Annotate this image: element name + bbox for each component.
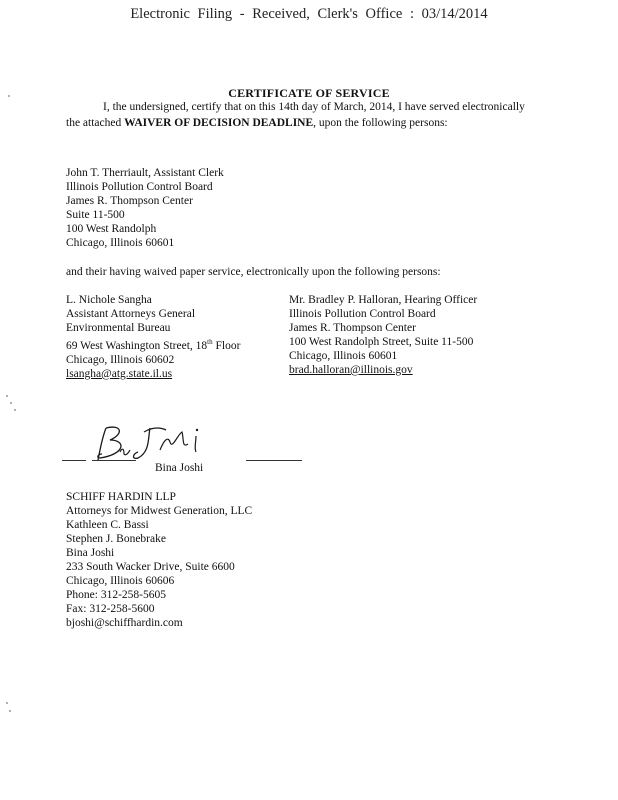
clerk-line: James R. Thompson Center (66, 195, 193, 207)
signature-line (92, 460, 136, 461)
clerk-line: Illinois Pollution Control Board (66, 181, 213, 193)
street-text: 69 West Washington Street, 18 (66, 339, 208, 352)
firm-line: Chicago, Illinois 60606 (66, 575, 175, 587)
recipient-title: Assistant Attorneys General (66, 308, 196, 320)
firm-signature-block (66, 490, 252, 630)
waived-service-text: and their having waived paper service, electronically upon the following persons: (66, 266, 441, 278)
signature-line (62, 460, 86, 461)
street-floor: Floor (212, 339, 241, 352)
signature-line (246, 460, 302, 461)
firm-line: 233 South Wacker Drive, Suite 6600 (66, 561, 235, 573)
recipient-street (66, 335, 240, 353)
scan-artifact (6, 702, 8, 704)
intro-text: I, the undersigned, certify that on this 14th day of March, 2014, I have served electronically the attached (66, 101, 525, 129)
firm-line: Phone: 312-258-5605 (66, 589, 166, 601)
street-ordinal: th (207, 338, 213, 346)
scan-artifact (6, 395, 8, 397)
recipient-street: 100 West Randolph Street, Suite 11-500 (289, 336, 474, 348)
firm-line: Attorneys for Midwest Generation, LLC (66, 505, 253, 517)
clerk-line: John T. Therriault, Assistant Clerk (66, 167, 224, 179)
clerk-line: Chicago, Illinois 60601 (66, 237, 175, 249)
signer-name: Bina Joshi (155, 462, 204, 474)
clerk-line: Suite 11-500 (66, 209, 125, 221)
recipient-city: Chicago, Illinois 60601 (289, 350, 398, 362)
recipient-email-link[interactable]: brad.halloran@illinois.gov (289, 364, 413, 376)
certificate-title: CERTIFICATE OF SERVICE (228, 86, 390, 100)
recipient-org: Illinois Pollution Control Board (289, 308, 436, 320)
firm-email: bjoshi@schiffhardin.com (66, 617, 183, 629)
clerk-line: 100 West Randolph (66, 223, 157, 235)
recipient-bureau: Environmental Bureau (66, 322, 171, 334)
scan-artifact (8, 95, 10, 97)
filing-stamp: Electronic Filing - Received, Clerk's Office : 03/14/2014 (130, 6, 488, 22)
left-recipient-block (66, 293, 240, 381)
firm-line: Stephen J. Bonebrake (66, 533, 166, 545)
recipient-center: James R. Thompson Center (289, 322, 416, 334)
recipient-email-link[interactable]: lsangha@atg.state.il.us (66, 367, 173, 380)
intro-text-end: , upon the following persons: (313, 117, 448, 129)
recipient-city: Chicago, Illinois 60602 (66, 353, 175, 366)
scan-artifact (14, 409, 16, 411)
recipient-name: L. Nichole Sangha (66, 294, 152, 306)
clerk-address-block (66, 166, 224, 250)
scan-artifact (10, 402, 12, 404)
service-paragraph (66, 99, 536, 131)
scan-artifact (9, 710, 11, 712)
firm-line: Kathleen C. Bassi (66, 519, 149, 531)
right-recipient-block (289, 293, 477, 377)
recipient-name: Mr. Bradley P. Halloran, Hearing Officer (289, 294, 478, 306)
firm-line: SCHIFF HARDIN LLP (66, 491, 176, 503)
firm-line: Fax: 312-258-5600 (66, 603, 155, 615)
firm-line: Bina Joshi (66, 547, 115, 559)
document-name: WAIVER OF DECISION DEADLINE (124, 117, 314, 129)
